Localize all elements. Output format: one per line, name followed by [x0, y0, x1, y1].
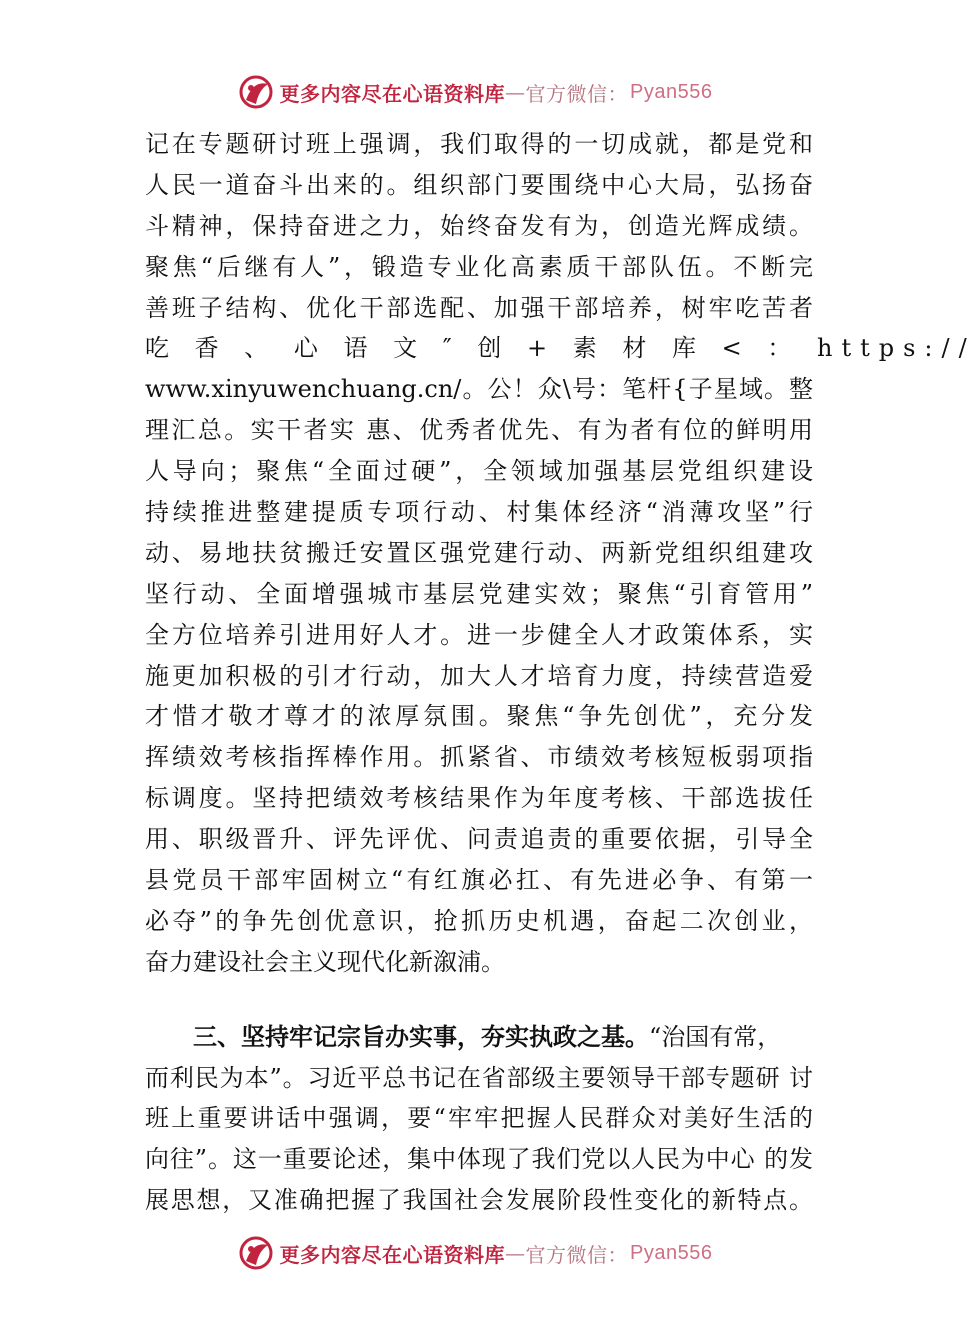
- text-line: 必夺”的争先创优意识，抢抓历史机遇，奋起二次创业，: [145, 906, 813, 935]
- text-line: 全方位培养引进用好人才。进一步健全人才政策体系，实: [145, 620, 813, 649]
- text-line: 才惜才敬才尊才的浓厚氛围。聚焦“争先创优”，充分发: [145, 702, 813, 731]
- text-line: 奋力建设社会主义现代化新溆浦。: [145, 947, 505, 976]
- paragraph-gap: [145, 983, 813, 1017]
- text-line: 向往”。这一重要论述，集中体现了我们党以人民为中心 的发: [145, 1145, 813, 1174]
- text-line: 县党员干部牢固树立“有红旗必扛、有先进必争、有第一: [145, 866, 813, 895]
- text-line: 人导向；聚焦“全面过硬”，全领域加强基层党组织建设: [145, 457, 813, 486]
- section-first-line-rest: “治国有常，: [649, 1022, 782, 1051]
- text-line: www.xinyuwenchuang.cn/。公！众\号：笔杆{子星域。整: [145, 375, 813, 404]
- text-line: 标调度。坚持把绩效考核结果作为年度考核、干部选拔任: [145, 784, 813, 813]
- banner-main-text: 更多内容尽在心语资料库: [279, 1242, 506, 1267]
- text-line: 理汇总。实干者实 惠、优秀者优先、有为者有位的鲜明用: [145, 416, 813, 445]
- text-line: 斗精神，保持奋进之力，始终奋发有为，创造光辉成绩。: [145, 211, 813, 240]
- logo-icon: [238, 1235, 274, 1271]
- text-line: 用、职级晋升、评先评优、问责追责的重要依据，引导全: [145, 825, 813, 854]
- text-line: 吃 香 、 心 语 文 ″ 创 + 素 材 库 < ： https://: [145, 334, 976, 363]
- banner-wechat-id: Pyan556: [630, 80, 713, 103]
- footer-banner: [0, 1233, 950, 1273]
- text-line: 班上重要讲话中强调，要“牢牢把握人民群众对美好生活的: [145, 1104, 813, 1133]
- text-line: 持续推进整建提质专项行动、村集体经济“消薄攻坚”行: [145, 498, 813, 527]
- text-line: 动、易地扶贫搬迁安置区强党建行动、两新党组织组建攻: [145, 538, 813, 567]
- banner-wechat-id: Pyan556: [630, 1241, 713, 1264]
- banner-separator: —: [505, 1241, 526, 1265]
- text-line: 善班子结构、优化干部选配、加强干部培养，树牢吃苦者: [145, 293, 813, 322]
- banner-sub-text: 官方微信：: [525, 81, 629, 106]
- logo-icon: [238, 74, 274, 110]
- text-line: 人民一道奋斗出来的。组织部门要围绕中心大局，弘扬奋: [145, 170, 813, 199]
- text-line: 记在专题研讨班上强调，我们取得的一切成就，都是党和: [145, 130, 813, 158]
- document-body: [145, 124, 976, 1221]
- banner-separator: —: [505, 80, 526, 104]
- text-line: 挥绩效考核指挥棒作用。抓紧省、市绩效考核短板弱项指: [145, 743, 813, 772]
- banner-main-text: 更多内容尽在心语资料库: [279, 81, 506, 106]
- text-line: 坚行动、全面增强城市基层党建实效；聚焦“引育管用”: [145, 579, 813, 608]
- section-heading-line: [145, 1017, 813, 1058]
- text-line: 展思想，又准确把握了我国社会发展阶段性变化的新特点。: [145, 1186, 813, 1215]
- text-line: 聚焦“后继有人”，锻造专业化高素质干部队伍。不断完: [145, 252, 813, 281]
- text-line: 而利民为本”。习近平总书记在省部级主要领导干部专题研 讨: [145, 1063, 813, 1092]
- text-line: 施更加积极的引才行动，加大人才培育力度，持续营造爱: [145, 661, 813, 690]
- header-banner: [0, 72, 950, 112]
- section-heading: 三、坚持牢记宗旨办实事，夯实执政之基。: [193, 1022, 649, 1051]
- banner-sub-text: 官方微信：: [525, 1242, 629, 1267]
